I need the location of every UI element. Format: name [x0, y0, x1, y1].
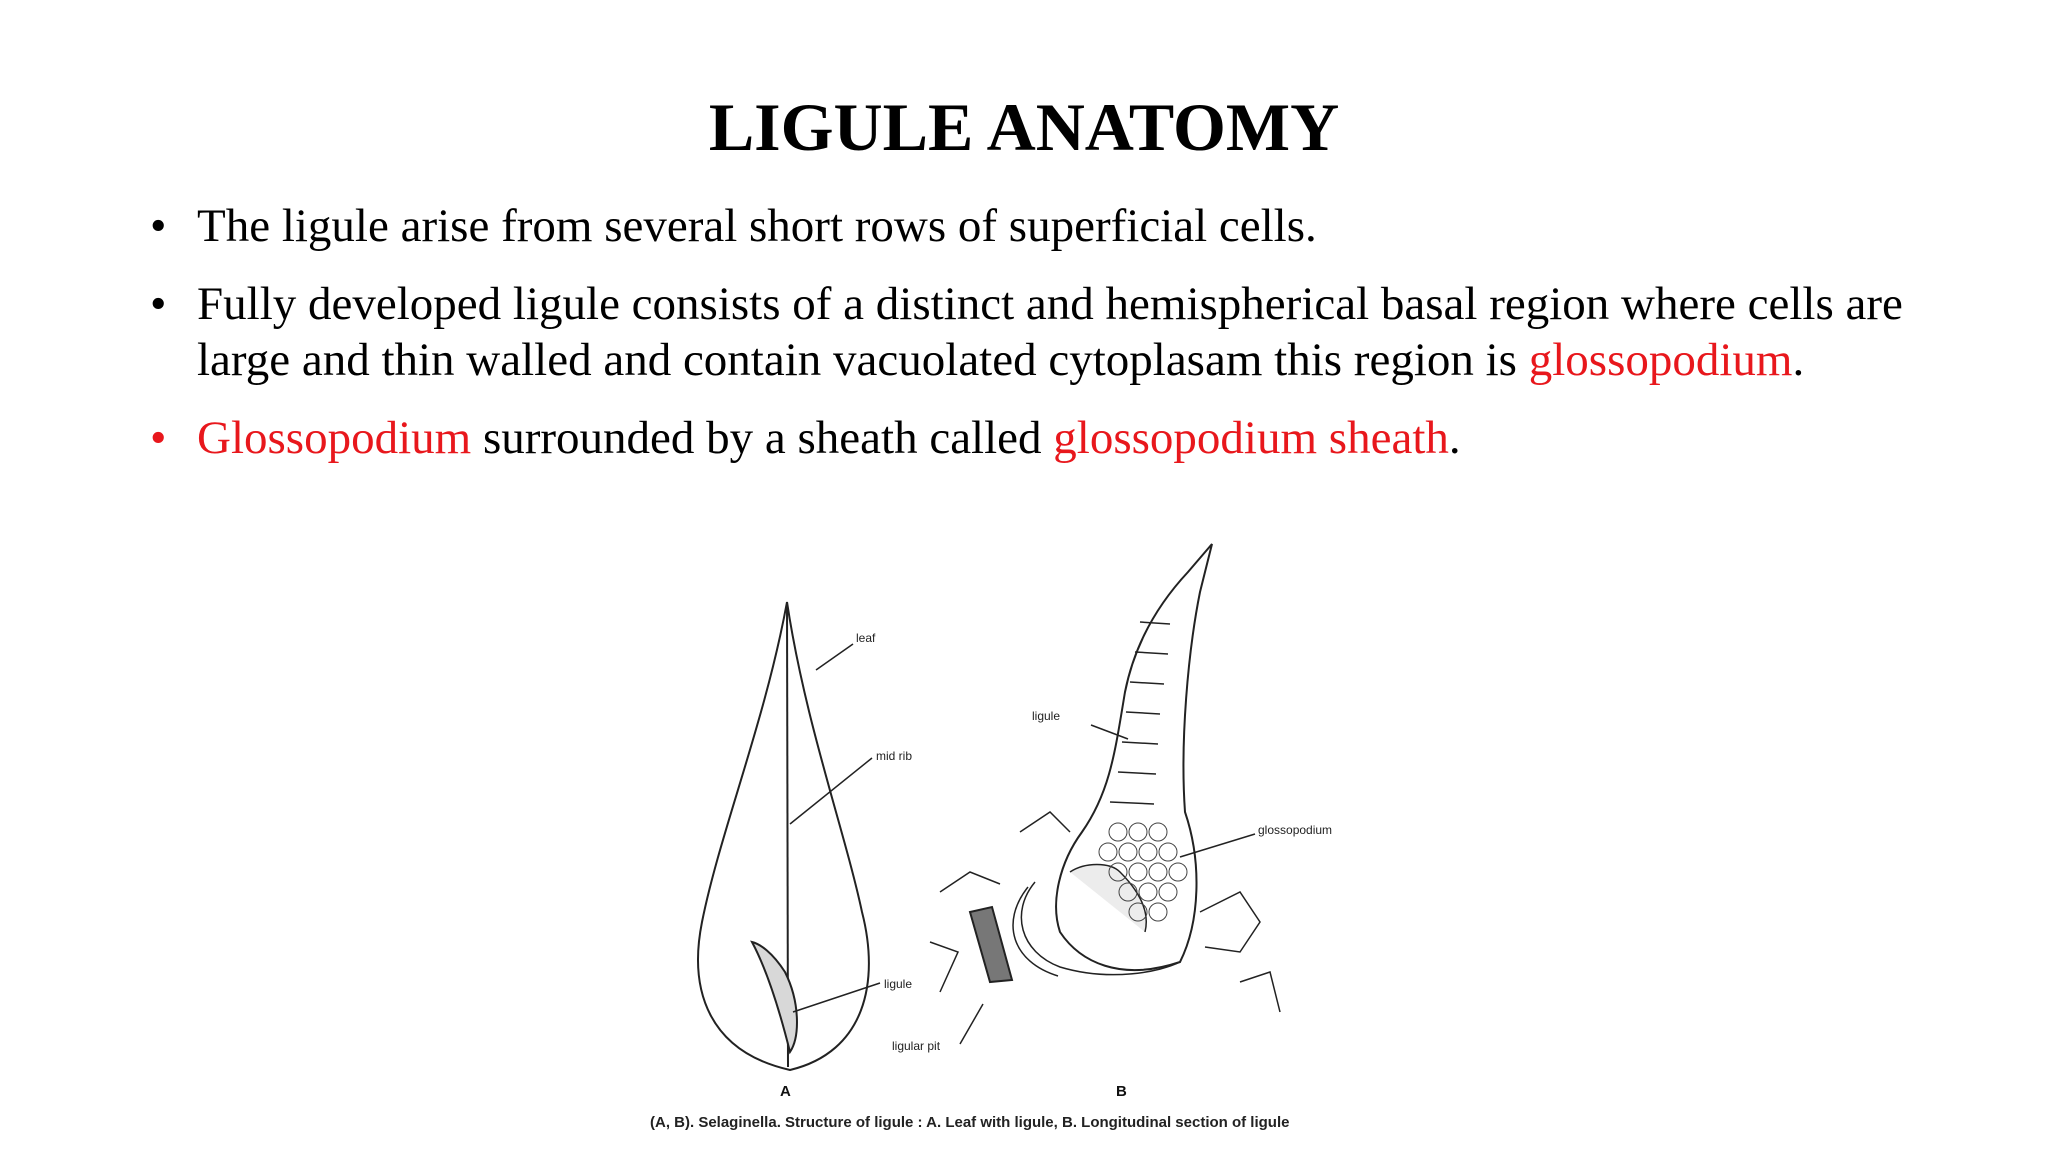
panel-label-b: B	[1116, 1083, 1127, 1100]
bullet-icon: •	[150, 278, 167, 330]
highlight-term: glossopodium	[1528, 334, 1793, 386]
ligule-diagram	[640, 532, 1460, 1142]
bullet-list	[150, 198, 1910, 488]
highlight-term: Glossopodium	[197, 412, 472, 464]
bullet-item	[150, 198, 1910, 254]
bullet-text: .	[1792, 334, 1805, 386]
bullet-item	[150, 276, 1910, 388]
bullet-text: .	[1448, 412, 1461, 464]
figure-caption: (A, B). Selaginella. Structure of ligule : A. Leaf with ligule, B. Longitudinal section of ligule	[650, 1114, 1290, 1131]
label-midrib: mid rib	[876, 749, 913, 763]
bullet-text: The ligule arise from several short rows of superficial cells.	[197, 200, 1317, 252]
label-glossopodium: glossopodium	[1258, 823, 1333, 837]
bullet-text: Fully developed ligule consists of a distinct and hemispherical basal region where cells are large and thin walled and contain vacuolated cytoplasam this region is	[197, 278, 1903, 386]
bullet-icon: •	[150, 200, 167, 252]
label-ligule-a: ligule	[884, 977, 913, 991]
label-ligule-b: ligule	[1032, 709, 1061, 723]
ligule-section-drawing	[930, 544, 1280, 1044]
label-leaf: leaf	[856, 631, 876, 645]
highlight-term: glossopodium sheath	[1053, 412, 1449, 464]
ligule-figure	[640, 532, 1460, 1142]
panel-label-a: A	[780, 1083, 791, 1100]
label-ligular-pit: ligular pit	[892, 1039, 941, 1053]
bullet-icon: •	[150, 412, 167, 464]
bullet-text: surrounded by a sheath called	[471, 412, 1054, 464]
bullet-item	[150, 410, 1910, 466]
leaf-drawing	[698, 602, 880, 1070]
slide-title: LIGULE ANATOMY	[708, 89, 1340, 165]
